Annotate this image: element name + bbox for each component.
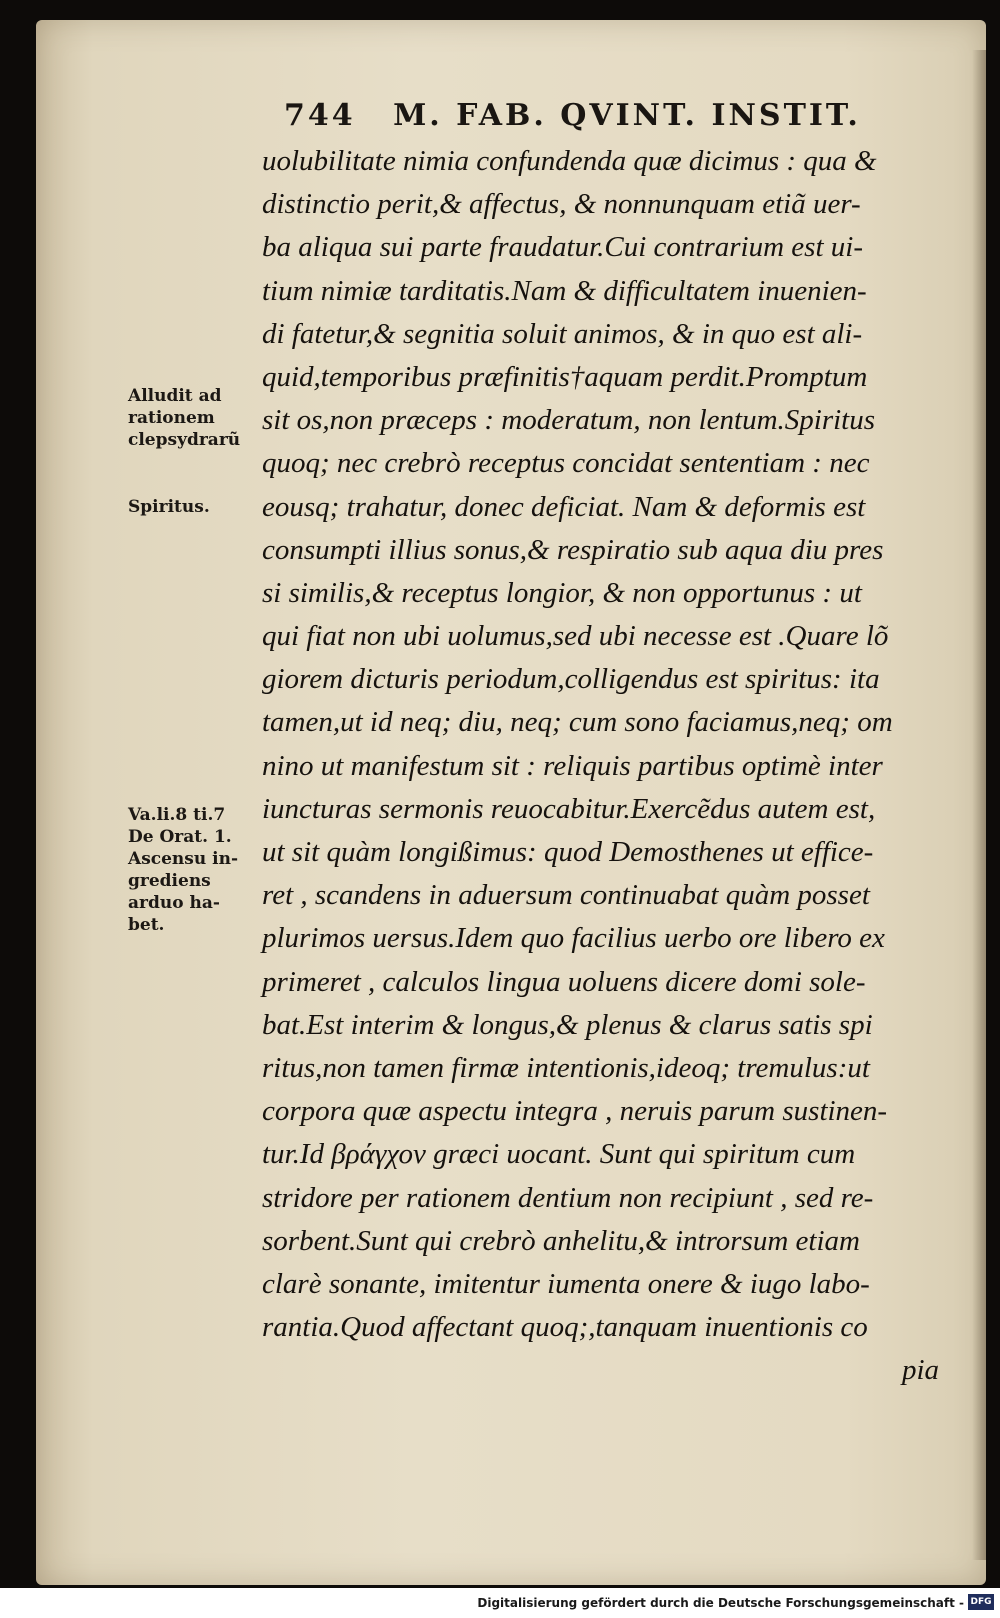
text-line: plurimos uersus.Idem quo facilius uerbo ore libero ex — [262, 922, 885, 955]
margin-note-line: Va.li.8 ti.7 — [128, 805, 226, 825]
text-line: tamen,ut id neq; diu, neq; cum sono faciamus,neq; om — [262, 706, 893, 739]
margin-note-line: Alludit ad — [128, 386, 222, 406]
text-line: ba aliqua sui parte fraudatur.Cui contrarium est ui- — [262, 231, 863, 264]
text-line: di fatetur,& segnitia soluit animos, & in quo est ali- — [262, 317, 863, 350]
text-line: clarè sonante, imitentur iumenta onere & iugo labo- — [262, 1267, 870, 1300]
running-title: M. FAB. QVINT. INSTIT. — [393, 98, 861, 133]
margin-note-line: bet. — [128, 915, 165, 935]
margin-note-reference — [128, 804, 258, 936]
text-line: giorem dicturis periodum,colligendus est spiritus: ita — [262, 663, 880, 696]
margin-note-line: Ascensu in- — [128, 849, 239, 869]
text-line: primeret , calculos lingua uoluens dicere domi sole- — [262, 965, 866, 998]
text-line: uolubilitate nimia confundenda quæ dicimus : qua & — [262, 145, 877, 177]
text-line: sorbent.Sunt qui crebrò anhelitu,& introrsum etiam — [262, 1224, 860, 1257]
margin-note-line: De Orat. 1. — [128, 827, 232, 847]
margin-note-spiritus — [128, 496, 258, 518]
text-line: si similis,& receptus longior, & non opportunus : ut — [262, 576, 862, 609]
body-text — [262, 140, 967, 1392]
text-line: stridore per rationem dentium non recipiunt , sed re- — [262, 1181, 874, 1214]
margin-note-line: rationem — [128, 408, 215, 428]
text-line: ritus,non tamen firmæ intentionis,ideoq; tremulus:ut — [262, 1051, 870, 1084]
text-line: quid,temporibus præfinitis†aquam perdit.Promptum — [262, 360, 868, 393]
text-line: consumpti illius sonus,& respiratio sub aqua diu pres — [262, 533, 884, 566]
text-line: bat.Est interim & longus,& plenus & clarus satis spi — [262, 1008, 873, 1041]
dfg-logo-icon: DFG — [968, 1594, 994, 1610]
text-line: eousq; trahatur, donec deficiat. Nam & deformis est — [262, 490, 866, 523]
footer-credit: Digitalisierung gefördert durch die Deutsche Forschungsgemeinschaft - — [477, 1596, 964, 1610]
text-line: distinctio perit,& affectus, & nonnunquam etiã uer- — [262, 188, 861, 221]
text-line: nino ut manifestum sit : reliquis partibus optimè inter — [262, 749, 883, 782]
page-edge-shadow — [972, 50, 986, 1560]
text-line: quoq; nec crebrò receptus concidat sententiam : nec — [262, 447, 870, 480]
margin-note-clepsydra — [128, 385, 258, 451]
text-line: ut sit quàm longißimus: quod Demosthenes ut effice- — [262, 836, 874, 868]
text-line: iuncturas sermonis reuocabitur.Exercẽdus autem est, — [262, 792, 876, 825]
text-line: qui fiat non ubi uolumus,sed ubi necesse est .Quare lõ — [262, 620, 889, 653]
text-line: tur.Id βράγχον græci uocant. Sunt qui spiritum cum — [262, 1138, 856, 1171]
catchword: pia — [901, 1354, 939, 1387]
margin-note-line: arduo ha- — [128, 893, 220, 913]
text-line: ret , scandens in aduersum continuabat quàm posset — [262, 879, 870, 912]
margin-note-line: clepsydrarũ — [128, 430, 241, 450]
page-number: 744 — [284, 98, 356, 133]
text-line: corpora quæ aspectu integra , neruis parum sustinen- — [262, 1095, 888, 1128]
digitization-footer — [0, 1588, 1000, 1618]
margin-note-line: Spiritus. — [128, 497, 210, 517]
running-head — [284, 98, 904, 142]
text-line: tium nimiæ tarditatis.Nam & difficultatem inuenien- — [262, 274, 867, 307]
text-line: rantia.Quod affectant quoq;,tanquam inuentionis co — [262, 1311, 868, 1344]
margin-note-line: grediens — [128, 871, 211, 891]
text-line: sit os,non præceps : moderatum, non lentum.Spiritus — [262, 404, 876, 437]
